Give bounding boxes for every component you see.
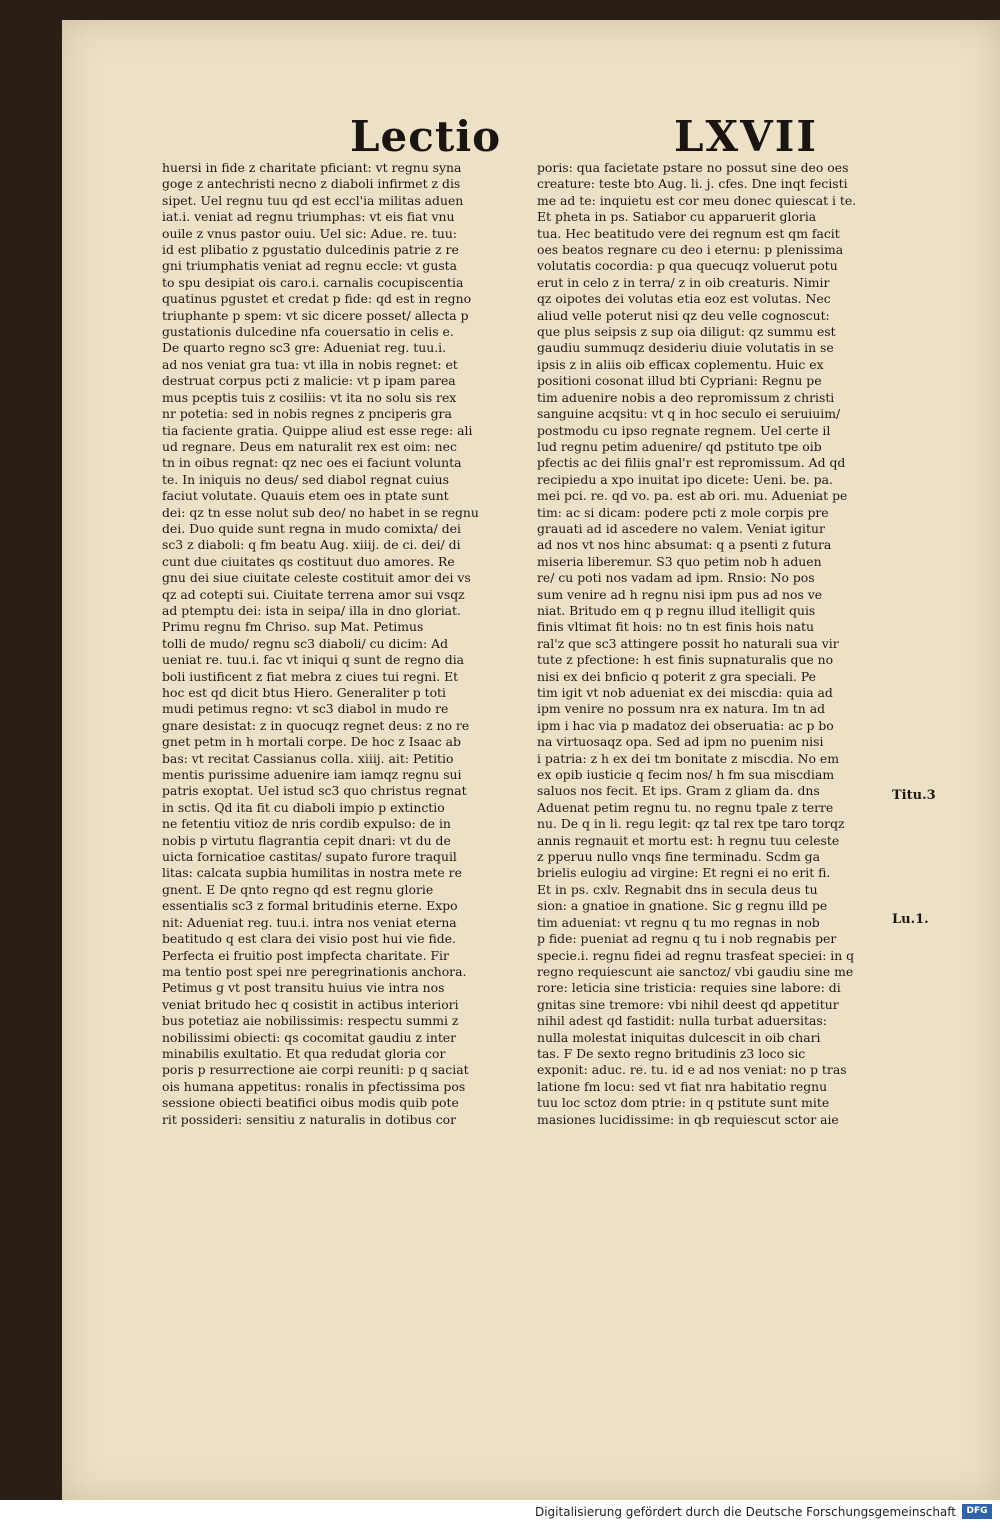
text-line: boli iustificent z fiat mebra z ciues tui regni. Et bbox=[162, 668, 459, 684]
text-line: ad nos veniat gra tua: vt illa in nobis regnet: et bbox=[162, 356, 458, 372]
text-line: sc3 z diaboli: q fm beatu Aug. xiiij. de ci. dei/ di bbox=[162, 537, 461, 553]
text-line: Petimus g vt post transitu huius vie intra nos bbox=[162, 980, 445, 996]
text-line: cunt due ciuitates qs costituut duo amores. Re bbox=[162, 553, 455, 569]
text-line: mentis purissime aduenire iam iamqz regnu sui bbox=[162, 767, 462, 783]
text-line: tim aduenire nobis a deo repromissum z christi bbox=[537, 389, 835, 405]
text-line: regno requiescunt aie sanctoz/ vbi gaudiu sine me bbox=[537, 963, 854, 979]
text-line: nobilissimi obiecti: qs cocomitat gaudiu z inter bbox=[162, 1029, 457, 1045]
text-line: specie.i. regnu fidei ad regnu trasfeat speciei: in q bbox=[537, 947, 855, 963]
text-line: ral'z que sc3 attingere possit ho naturali sua vir bbox=[537, 635, 839, 651]
text-line: nit: Adueniat reg. tuu.i. intra nos veniat eterna bbox=[162, 914, 457, 930]
text-line: lud regnu petim aduenire/ qd pstituto tpe oib bbox=[537, 438, 822, 454]
text-line: mudi petimus regno: vt sc3 diabol in mudo re bbox=[162, 701, 449, 717]
text-line: De quarto regno sc3 gre: Adueniat reg. tuu.i. bbox=[162, 340, 447, 356]
text-line: faciut volutate. Quauis etem oes in ptate sunt bbox=[162, 488, 449, 504]
text-line: id est plibatio z pgustatio dulcedinis patrie z re bbox=[162, 242, 459, 258]
text-line: sum venire ad h regnu nisi ipm pus ad nos ve bbox=[537, 586, 823, 602]
text-line: rore: leticia sine tristicia: requies sine labore: di bbox=[537, 980, 841, 996]
text-line: finis vltimat fit hois: no tn est finis hois natu bbox=[537, 619, 814, 635]
text-line: ud regnare. Deus em naturalit rex est oim: nec bbox=[162, 438, 457, 454]
text-line: minabilis exultatio. Et qua redudat gloria cor bbox=[162, 1045, 446, 1061]
text-line: gnu dei siue ciuitate celeste costituit amor dei vs bbox=[162, 570, 471, 586]
text-line: veniat britudo hec q cosistit in actibus interiori bbox=[162, 996, 459, 1012]
text-line: Perfecta ei fruitio post impfecta charitate. Fir bbox=[162, 947, 449, 963]
text-line: ipsis z in aliis oib efficax coplementu. Huic ex bbox=[537, 356, 824, 372]
text-line: sipet. Uel regnu tuu qd est eccl'ia militas aduen bbox=[162, 192, 464, 208]
text-line: sessione obiecti beatifici oibus modis quib pote bbox=[162, 1095, 459, 1111]
text-line: na virtuosaqz opa. Sed ad ipm no puenim nisi bbox=[537, 734, 824, 750]
text-line: tim: ac si dicam: podere pcti z mole corpis pre bbox=[537, 504, 829, 520]
text-line: re/ cu poti nos vadam ad ipm. Rnsio: No pos bbox=[537, 570, 815, 586]
text-line: ois humana appetitus: ronalis in pfectissima pos bbox=[162, 1078, 466, 1094]
text-line: aliud velle poterut nisi qz deu velle cognoscut: bbox=[537, 307, 830, 323]
text-line: saluos nos fecit. Et ips. Gram z gliam da. dns bbox=[537, 783, 820, 799]
text-line: to spu desipiat ois caro.i. carnalis cocupiscentia bbox=[162, 274, 464, 290]
text-line: tua. Hec beatitudo vere dei regnum est qm facit bbox=[537, 225, 840, 241]
text-line: grauati ad id ascedere no valem. Veniat igitur bbox=[537, 520, 825, 536]
text-line: annis regnauit et mortu est: h regnu tuu celeste bbox=[537, 832, 840, 848]
text-line: sion: a gnatioe in gnatione. Sic g regnu illd pe bbox=[537, 898, 828, 914]
text-line: gustationis dulcedine nfa couersatio in celis e. bbox=[162, 324, 454, 340]
text-line: destruat corpus pcti z malicie: vt p ipam parea bbox=[162, 373, 456, 389]
text-line: quatinus pgustet et credat p fide: qd est in regno bbox=[162, 291, 472, 307]
margin-note-titus: Titu.3 bbox=[892, 788, 936, 803]
text-line: qz ad cotepti sui. Ciuitate terrena amor sui vsqz bbox=[162, 586, 465, 602]
text-line: me ad te: inquietu est cor meu donec quiescat i te. bbox=[537, 192, 857, 208]
text-line: que plus seipsis z sup oia diligut: qz summu est bbox=[537, 324, 836, 340]
text-line: bas: vt recitat Cassianus colla. xiiij. ait: Petitio bbox=[162, 750, 454, 766]
text-line: gni triumphatis veniat ad regnu eccle: vt gusta bbox=[162, 258, 458, 274]
text-line: poris p resurrectione aie corpi reuniti: p q saciat bbox=[162, 1062, 469, 1078]
text-line: tim igit vt nob adueniat ex dei miscdia: quia ad bbox=[537, 685, 833, 700]
text-line: gaudiu summuqz desideriu diuie volutatis in se bbox=[537, 340, 834, 356]
text-line: tuu loc sctoz dom ptrie: in q pstitute sunt mite bbox=[537, 1095, 830, 1111]
text-line: pfectis ac dei filiis gnal'r est repromissum. Ad qd bbox=[537, 455, 846, 471]
text-line: huersi in fide z charitate pficiant: vt regnu syna bbox=[162, 160, 462, 175]
text-line: gnare desistat: z in quocuqz regnet deus: z no re bbox=[162, 717, 470, 733]
text-line: positioni cosonat illud bti Cypriani: Regnu pe bbox=[537, 373, 822, 389]
text-line: tim adueniat: vt regnu q tu mo regnas in nob bbox=[537, 914, 820, 930]
text-line: gnent. E De qnto regno qd est regnu glorie bbox=[162, 881, 434, 897]
text-line: uicta fornicatioe castitas/ supato furore traquil bbox=[162, 849, 457, 865]
text-line: dei: qz tn esse nolut sub deo/ no habet in se regnu bbox=[162, 504, 479, 520]
text-line: triuphante p spem: vt sic dicere posset/ allecta p bbox=[162, 307, 469, 323]
text-line: volutatis cocordia: p qua quecuqz voluerut potu bbox=[537, 258, 838, 274]
margin-note-luke: Lu.1. bbox=[892, 912, 929, 927]
text-line: tute z pfectione: h est finis supnaturalis que no bbox=[537, 652, 834, 668]
text-line: nr potetia: sed in nobis regnes z pnciperis gra bbox=[162, 406, 452, 422]
text-line: nihil adest qd fastidit: nulla turbat aduersitas: bbox=[537, 1013, 827, 1029]
text-line: dei. Duo quide sunt regna in mudo comixta/ dei bbox=[162, 520, 461, 536]
text-line: ouile z vnus pastor ouiu. Uel sic: Adue. re. tuu: bbox=[162, 225, 457, 241]
text-line: in sctis. Qd ita fit cu diaboli impio p extinctio bbox=[162, 799, 445, 815]
text-line: brielis eulogiu ad virgine: Et regni ei no erit fi. bbox=[537, 865, 831, 881]
text-line: masiones lucidissime: in qb requiescut sctor aie bbox=[537, 1111, 839, 1127]
funding-credit: Digitalisierung gefördert durch die Deutsche Forschungsgemeinschaft bbox=[534, 1505, 956, 1519]
text-line: litas: calcata supbia humilitas in nostra mete re bbox=[162, 865, 462, 881]
running-title: Lectio bbox=[350, 112, 502, 161]
text-line: goge z antechristi necno z diaboli infirmet z dis bbox=[162, 176, 461, 192]
text-line: tn in oibus regnat: qz nec oes ei faciunt volunta bbox=[162, 455, 462, 471]
text-line: hoc est qd dicit btus Hiero. Generaliter p toti bbox=[162, 685, 446, 700]
text-line: te. In iniquis no deus/ sed diabol regnat cuius bbox=[162, 471, 450, 487]
text-line: oes beatos regnare cu deo i eternu: p plenissima bbox=[537, 242, 844, 258]
text-line: p fide: pueniat ad regnu q tu i nob regnabis per bbox=[537, 931, 837, 947]
text-line: z pperuu nullo vnqs fine terminadu. Scdm ga bbox=[537, 849, 820, 865]
text-line: nu. De q in li. regu legit: qz tal rex tpe taro torqz bbox=[537, 816, 845, 832]
text-line: nisi ex dei bnficio q poterit z gra speciali. Pe bbox=[537, 668, 816, 684]
text-line: bus potetiaz aie nobilissimis: respectu summi z bbox=[162, 1013, 459, 1029]
text-line: creature: teste bto Aug. li. j. cfes. Dne inqt fecisti bbox=[537, 176, 848, 192]
text-line: tolli de mudo/ regnu sc3 diaboli/ cu dicim: Ad bbox=[162, 635, 449, 651]
text-line: postmodu cu ipso regnate regnem. Uel certe il bbox=[537, 422, 831, 438]
text-line: ma tentio post spei nre peregrinationis anchora. bbox=[162, 963, 467, 979]
text-line: gnet petm in h mortali corpe. De hoc z Isaac ab bbox=[162, 734, 461, 750]
left-text-column bbox=[162, 160, 574, 1128]
text-line: Et pheta in ps. Satiabor cu apparuerit gloria bbox=[537, 209, 817, 225]
text-line: tia faciente gratia. Quippe aliud est esse rege: ali bbox=[162, 422, 473, 438]
text-line: ne fetentiu vitioz de nris cordib expulso: de in bbox=[162, 816, 451, 832]
text-line: qz oipotes dei volutas etia eoz est volutas. Nec bbox=[537, 291, 831, 307]
right-text-column bbox=[537, 160, 947, 1128]
text-line: ueniat re. tuu.i. fac vt iniqui q sunt de regno dia bbox=[162, 652, 465, 668]
dfg-logo-icon: DFG bbox=[962, 1504, 992, 1519]
text-line: sanguine acqsitu: vt q in hoc seculo ei seruiuim/ bbox=[537, 406, 841, 422]
text-line: exponit: aduc. re. tu. id e ad nos veniat: no p tras bbox=[537, 1062, 847, 1078]
text-line: gnitas sine tremore: vbi nihil deest qd appetitur bbox=[537, 996, 839, 1012]
text-line: mus pceptis tuis z cosiliis: vt ita no solu sis rex bbox=[162, 389, 457, 405]
text-line: ad ptemptu dei: ista in seipa/ illa in dno gloriat. bbox=[162, 602, 461, 618]
text-line: patris exoptat. Uel istud sc3 quo christus regnat bbox=[162, 783, 467, 799]
text-line: niat. Britudo em q p regnu illud itelligit quis bbox=[537, 602, 816, 618]
footer-bar bbox=[0, 1500, 1000, 1524]
text-line: rit possideri: sensitiu z naturalis in dotibus cor bbox=[162, 1111, 457, 1127]
text-line: nulla molestat iniquitas dulcescit in oib chari bbox=[537, 1029, 821, 1045]
text-line: miseria liberemur. S3 quo petim nob h aduen bbox=[537, 553, 822, 569]
text-line: erut in celo z in terra/ z in oib creaturis. Nimir bbox=[537, 274, 830, 290]
text-line: nobis p virtutu flagrantia cepit dnari: vt du de bbox=[162, 832, 451, 848]
folio-number: LXVII bbox=[674, 112, 818, 161]
text-line: i patria: z h ex dei tm bonitate z miscdia. No em bbox=[537, 750, 839, 766]
text-line: ipm i hac via p madatoz dei obseruatia: ac p bo bbox=[537, 717, 834, 733]
text-line: iat.i. veniat ad regnu triumphas: vt eis fiat vnu bbox=[162, 209, 455, 225]
text-line: recipiedu a xpo inuitat ipo dicete: Ueni. be. pa. bbox=[537, 471, 833, 487]
text-line: poris: qua facietate pstare no possut sine deo oes bbox=[537, 160, 849, 175]
text-line: Et in ps. cxlv. Regnabit dns in secula deus tu bbox=[537, 881, 818, 897]
text-line: tas. F De sexto regno britudinis z3 loco sic bbox=[537, 1045, 806, 1061]
text-line: latione fm locu: sed vt fiat nra habitatio regnu bbox=[537, 1078, 828, 1094]
text-line: ad nos vt nos hinc absumat: q a psenti z futura bbox=[537, 537, 832, 553]
text-line: ex opib iusticie q fecim nos/ h fm sua miscdiam bbox=[537, 767, 835, 783]
text-line: essentialis sc3 z formal britudinis eterne. Expo bbox=[162, 898, 458, 914]
text-line: mei pci. re. qd vo. pa. est ab ori. mu. Adueniat pe bbox=[537, 488, 848, 504]
text-line: Primu regnu fm Chriso. sup Mat. Petimus bbox=[162, 619, 424, 635]
text-line: beatitudo q est clara dei visio post hui vie fide. bbox=[162, 931, 456, 947]
text-line: ipm venire no possum nra ex natura. Im tn ad bbox=[537, 701, 826, 717]
text-line: Aduenat petim regnu tu. no regnu tpale z terre bbox=[537, 799, 834, 815]
